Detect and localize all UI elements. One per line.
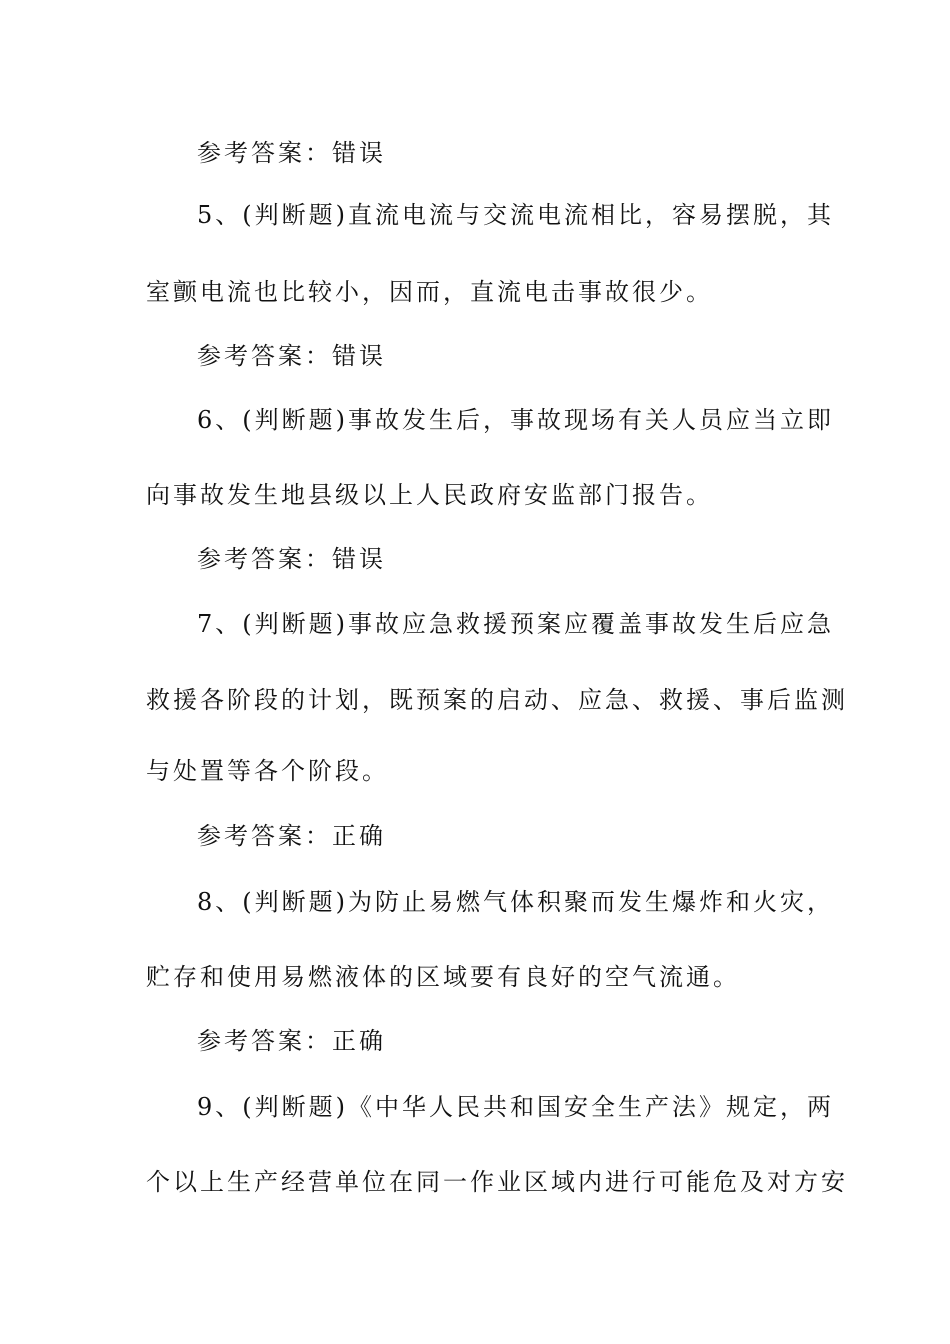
question-7-line-1: 7、(判断题)事故应急救援预案应覆盖事故发生后应急 — [197, 610, 834, 638]
question-9-line-2: 个以上生产经营单位在同一作业区域内进行可能危及对方安 — [146, 1168, 848, 1196]
question-8-line-1: 8、(判断题)为防止易燃气体积聚而发生爆炸和火灾， — [197, 888, 834, 916]
question-6-line-2: 向事故发生地县级以上人民政府安监部门报告。 — [146, 481, 713, 509]
question-7-line-3: 与处置等各个阶段。 — [146, 757, 389, 785]
question-7-line-2: 救援各阶段的计划，既预案的启动、应急、救援、事后监测 — [146, 686, 848, 714]
answer-line: 参考答案：正确 — [197, 1027, 386, 1055]
question-9-line-1: 9、(判断题)《中华人民共和国安全生产法》规定，两 — [197, 1093, 834, 1121]
question-6-line-1: 6、(判断题)事故发生后，事故现场有关人员应当立即 — [197, 406, 834, 434]
answer-line: 参考答案：正确 — [197, 822, 386, 850]
question-8-line-2: 贮存和使用易燃液体的区域要有良好的空气流通。 — [146, 963, 740, 991]
question-5-line-2: 室颤电流也比较小，因而，直流电击事故很少。 — [146, 278, 713, 306]
answer-line: 参考答案：错误 — [197, 139, 386, 167]
question-5-line-1: 5、(判断题)直流电流与交流电流相比，容易摆脱，其 — [197, 201, 834, 229]
answer-line: 参考答案：错误 — [197, 545, 386, 573]
answer-line: 参考答案：错误 — [197, 342, 386, 370]
